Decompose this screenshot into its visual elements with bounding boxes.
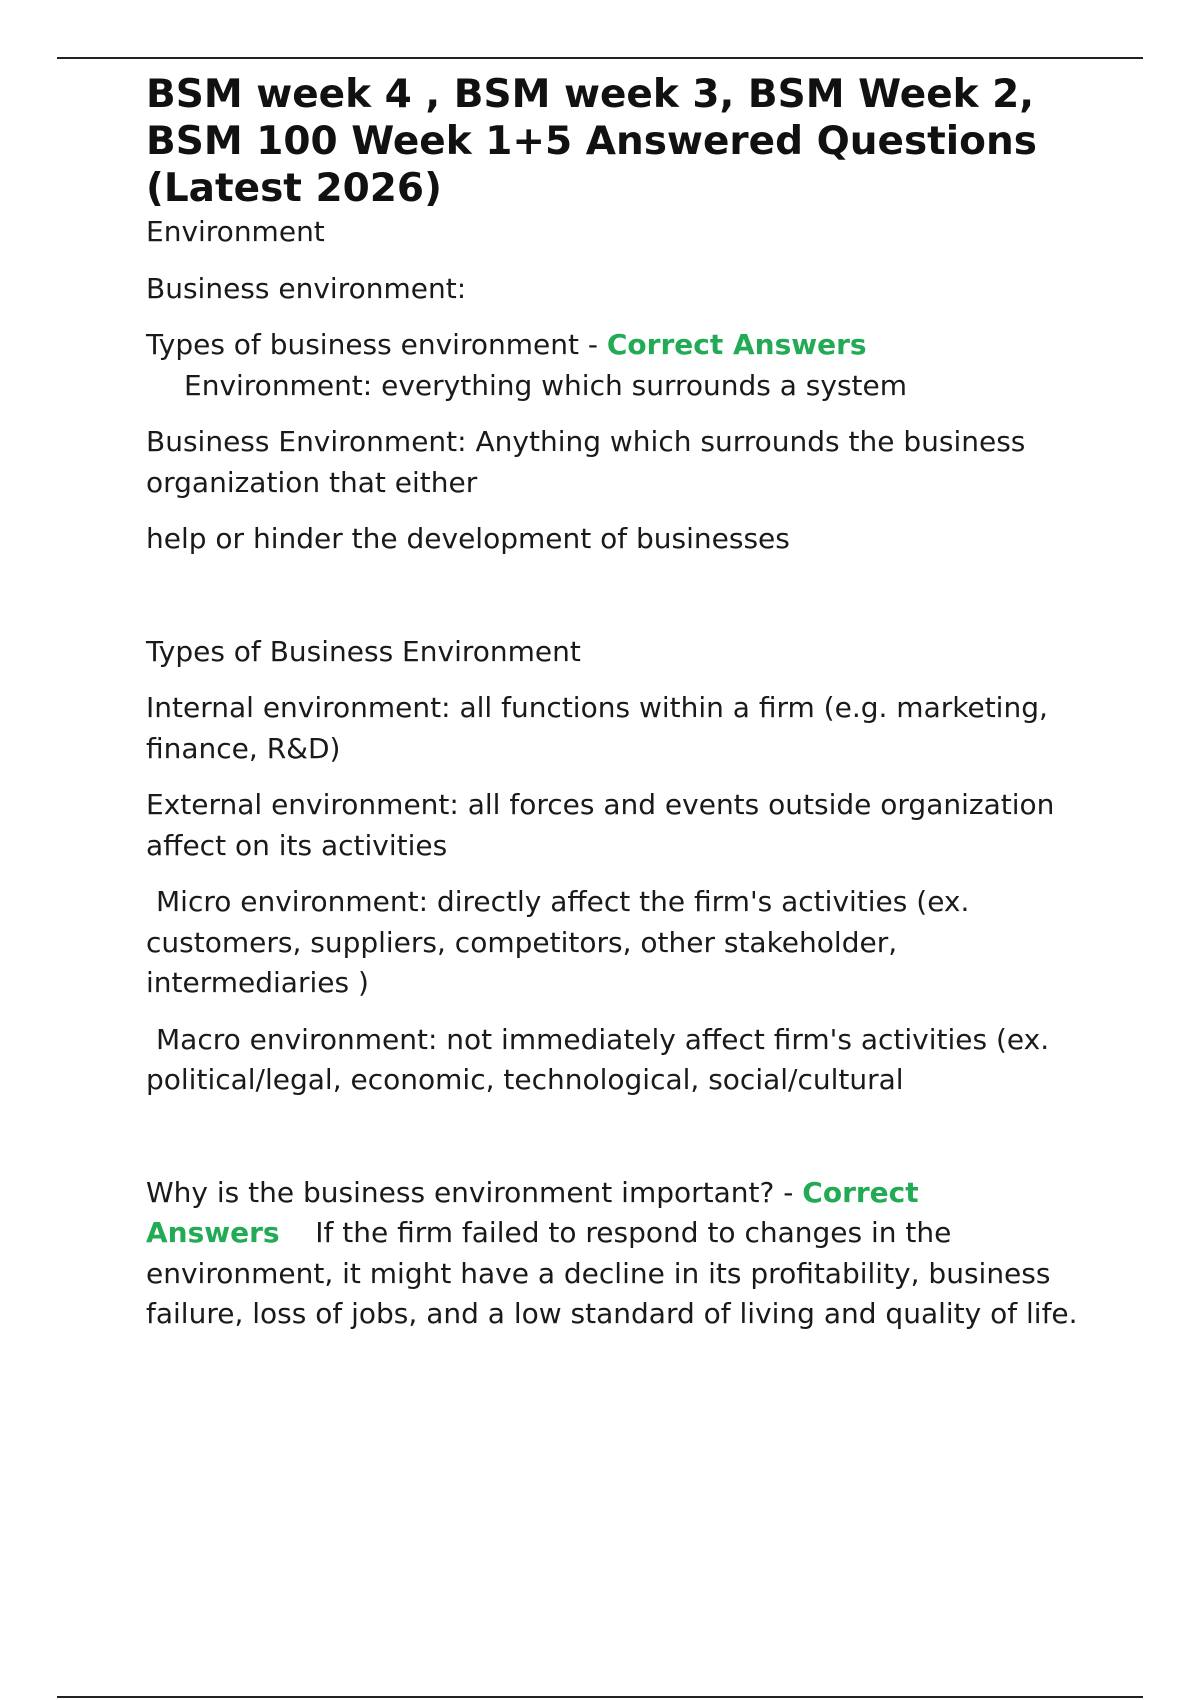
macro-environment-text: Macro environment: not immediately affect firm's activities (ex. political/legal, economic, technological, social/cultural (146, 1022, 1050, 1096)
paragraph-help-or-hinder: help or hinder the development of businesses (146, 522, 790, 555)
paragraph-external-environment: External environment: all forces and events outside organization affect on its activities (146, 788, 1055, 862)
correct-answers-label: Correct Answers (146, 1175, 919, 1249)
micro-environment-text: Micro environment: directly affect the firm's activities (ex. customers, suppliers, competitors, other stakeholder, intermediaries ) (146, 885, 970, 999)
paragraph-types-heading: Types of Business Environment (146, 634, 581, 668)
paragraph-internal-environment: Internal environment: all functions within a firm (e.g. marketing, finance, R&D) (146, 691, 1048, 765)
top-rule (57, 57, 1143, 59)
paragraph-environment: Environment (146, 215, 325, 248)
paragraph-micro-environment (146, 882, 1106, 1004)
paragraph-business-environment: Business environment: (146, 271, 467, 305)
document-title: BSM week 4 , BSM week 3, BSM Week 2, BSM 100 Week 1+5 Answered Questions (Latest 2026) (146, 72, 1037, 211)
correct-answers-label: Correct Answers (606, 328, 867, 361)
answer-environment-definition: Environment: everything which surrounds a system (184, 368, 908, 402)
paragraph-business-environment-definition: Business Environment: Anything which surrounds the business organization that either (146, 425, 1026, 499)
bottom-rule (57, 1696, 1143, 1698)
answer-text: If the firm failed to respond to changes in the environment, it might have a decline in its profitability, business failure, loss of jobs, and a low standard of living and quality of life. (146, 1216, 1078, 1330)
question-text: Why is the business environment important? - (146, 1175, 803, 1209)
paragraph-macro-environment (146, 1020, 1106, 1101)
question-types-of-business-environment (146, 325, 1106, 366)
question-text: Types of business environment - (146, 328, 607, 361)
question-why-important (146, 1173, 1106, 1335)
document-body (146, 71, 1106, 1335)
